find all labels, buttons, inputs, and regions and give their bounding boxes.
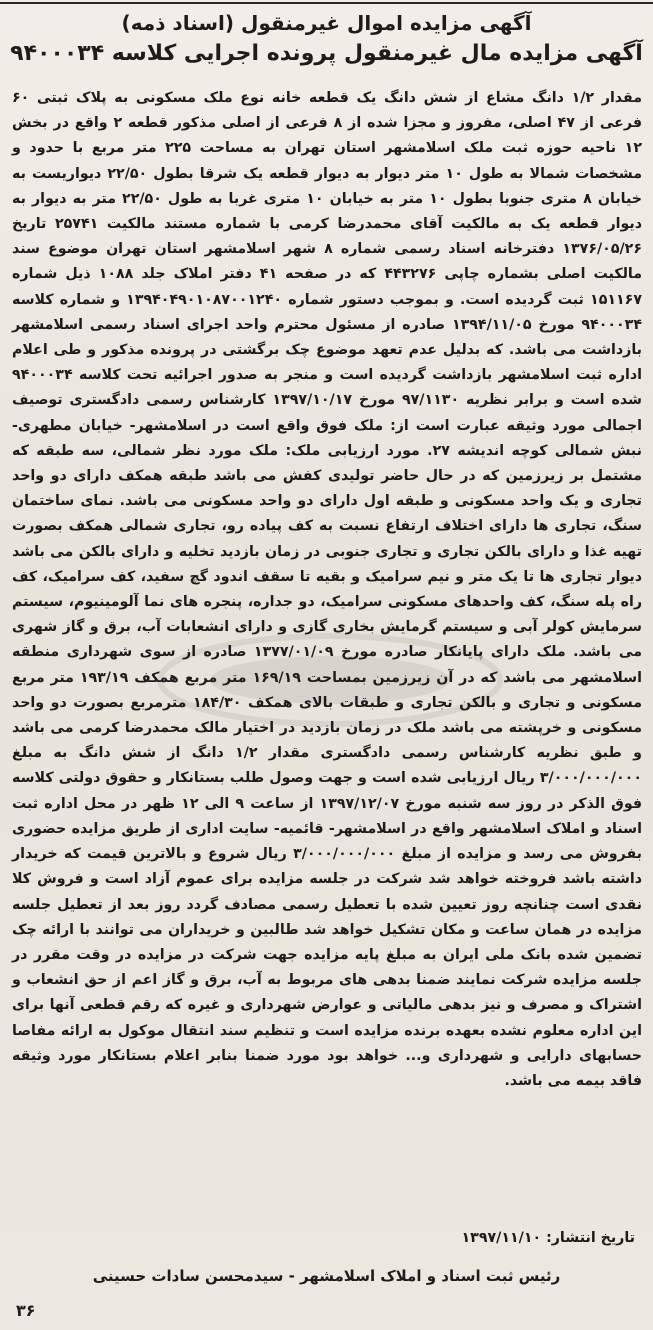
publish-date: تاریخ انتشار: ۱۳۹۷/۱۱/۱۰ <box>461 1230 635 1246</box>
notice-body-text: مقدار ۱/۲ دانگ مشاع از شش دانگ یک قطعه خانه نوع ملک مسکونی به پلاک ثبتی ۶۰ فرعی از ۴۷ اصلی، مفروز و مجزا شده از ۸ فرعی از اصلی مذکور قطعه ۲ واقع در بخش ۱۲ ناحیه حوزه ثبت ملک اسلامشهر استان تهران به مساحت ۲۲۵ متر مربع با حدود و مشخصات شمالا به طول ۱۰ متر دیوار به دیوار قطعه یک شرقا بطول ۲۲/۵۰ دیواریست به خیابان ۸ متری جنوبا بطول ۱۰ متر به خیابان ۱۰ متری غربا به طول ۲۲/۵۰ متر به دیوار به دیوار قطعه یک به مالکیت آقای محمدرضا کرمی با شماره مستند مالکیت ۲۵۷۴۱ تاریخ ۱۳۷۶/۰۵/۲۶ دفترخانه اسناد رسمی شماره ۸ شهر اسلامشهر استان تهران موضوع سند مالکیت اصلی بشماره چاپی ۴۴۳۲۷۶ که در صفحه ۴۱ دفتر املاک جلد ۱۰۸۸ ذیل شماره ۱۵۱۱۶۷ ثبت گردیده است. و بموجب دستور شماره ۱۳۹۴۰۴۹۰۱۰۸۷۰۰۱۲۴۰ و شماره کلاسه ۹۴۰۰۰۳۴ مورخ ۱۳۹۴/۱۱/۰۵ صادره از مسئول محترم واحد اجرای اسناد رسمی اسلامشهر بازداشت می باشد. که بدلیل عدم تعهد موضوع چک برگشتی در پرونده مذکور و طی اعلام اداره ثبت اسلامشهر بازداشت گردیده است و منجر به صدور اجرائیه تحت کلاسه ۹۴۰۰۰۳۴ شده است و برابر نظریه ۹۷/۱۱۳۰ مورخ ۱۳۹۷/۱۰/۱۷ کارشناس رسمی دادگستری توصیف اجمالی مورد وثیقه عبارت است از: ملک فوق واقع است در اسلامشهر- خیابان مطهری- نبش شمالی کوچه اندیشه ۲۷. مورد ارزیابی ملک: ملک مورد نظر شمالی، سه طبقه که مشتمل بر زیرزمین که در حال حاضر تولیدی کفش می باشد طبقه همکف دارای دو واحد تجاری و یک واحد مسکونی و طبقه اول دارای دو واحد مسکونی می باشد. نمای ساختمان سنگ، تجاری ها دارای اختلاف ارتفاع نسبت به کف پیاده رو، تجاری شمالی همکف بصورت تهیه غذا و دارای بالکن تجاری و تجاری جنوبی در زمان بازدید تخلیه و دارای بالکن می باشد دیوار تجاری ها تا یک متر و نیم سرامیک و بقیه تا سقف اندود گچ سفید، کف سرامیک، کف راه پله سنگ، کف واحدهای مسکونی سرامیک، دو جداره، پنجره های نما آلومینیوم، سیستم سرمایش کولر آبی و سیستم گرمایش بخاری گازی و دارای انشعابات آب، برق و گاز شهری می باشد. ملک دارای پایانکار صادره مورخ ۱۳۷۷/۰۱/۰۹ صادره از سوی شهرداری منطقه اسلامشهر می باشد که در آن زیرزمین بمساحت ۱۶۹/۱۹ متر مربع همکف ۱۹۳/۱۹ متر مربع مسکونی و تجاری و بالکن تجاری و طبقات بالای همکف ۱۸۴/۳۰ مترمربع بصورت دو واحد مسکونی و خرپشته می باشد ملک در زمان بازدید در اختیار مالک محمدرضا کرمی می باشد و طبق نظریه کارشناس رسمی دادگستری مقدار ۱/۲ دانگ از شش دانگ به مبلغ ۳/۰۰۰/۰۰۰/۰۰۰ ریال ارزیابی شده است و جهت وصول طلب بستانکار و حقوق دولتی کلاسه فوق الذکر در روز سه شنبه مورخ ۱۳۹۷/۱۲/۰۷ از ساعت ۹ الی ۱۲ ظهر در محل اداره ثبت اسناد و املاک اسلامشهر واقع در اسلامشهر- قائمیه- سایت اداری از طریق مزایده حضوری بفروش می رسد و مزایده از مبلغ ۳/۰۰۰/۰۰۰/۰۰۰ ریال شروع و بالاترین قیمت که خریدار داشته باشد فروخته خواهد شد شرکت در جلسه مزایده برای عموم آزاد است و فروش کلا نقدی است چنانچه روز تعیین شده با تعطیل رسمی مصادف گردد روز بعد از تعطیل جلسه مزایده در همان ساعت و مکان تشکیل خواهد شد طالبین و خریداران می توانند با ارائه چک تضمین شده بانک ملی ایران به مبلغ پایه مزایده جهت شرکت در مزایده در وقت مقرر در جلسه مزایده شرکت نمایند ضمنا بدهی های مربوط به آب، برق و گاز اعم از حق انشعاب و اشتراک و مصرف و نیز بدهی مالیاتی و عوارض شهرداری و غیره که رقم قطعی آنها برای این اداره معلوم نشده بعهده برنده مزایده است و تنظیم سند انتقال موکول به ارائه مفاصا حسابهای دارایی و شهرداری و... خواهد بود مورد ضمنا بنابر اعلام بستانکار مورد وثیقه فاقد بیمه می باشد. <box>12 90 643 1089</box>
notice-subtitle: آگهی مزایده مال غیرمنقول پرونده اجرایی کلاسه ۹۴۰۰۰۳۴ <box>10 41 643 66</box>
signature-line: رئیس ثبت اسناد و املاک اسلامشهر - سیدمحسن سادات حسینی <box>92 1267 561 1285</box>
page-number: ۳۶ <box>16 1301 36 1320</box>
notice-title: آگهی مزایده اموال غیرمنقول (اسناد ذمه) <box>121 11 532 35</box>
notice-body <box>12 86 642 1094</box>
top-rule <box>0 2 653 4</box>
